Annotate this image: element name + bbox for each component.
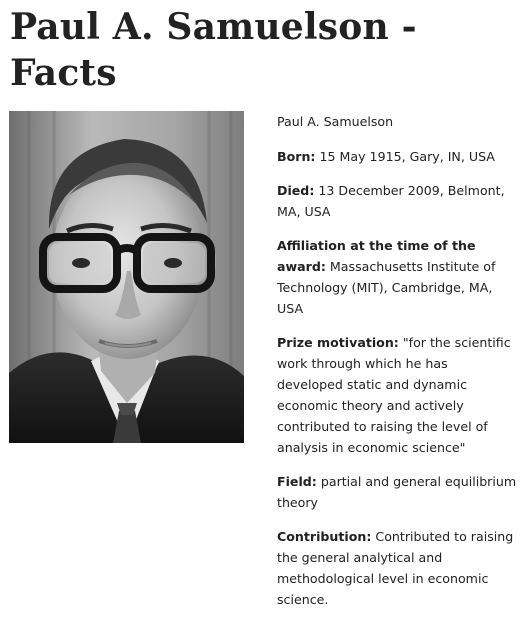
born-label: Born: (277, 149, 316, 164)
died-value: 13 December 2009, Belmont, MA, USA (277, 183, 505, 219)
field-value: partial and general equilibrium theory (277, 474, 517, 510)
field-fact (277, 471, 517, 513)
motivation-value: "for the scientific work through which he has developed static and dynamic economic theory and actively contributed to raising the level of analysis in economic science" (277, 335, 511, 455)
contribution-fact (277, 526, 517, 610)
born-fact (277, 146, 517, 167)
born-value: 15 May 1915, Gary, IN, USA (319, 149, 495, 164)
laureate-name: Paul A. Samuelson (277, 114, 394, 129)
affiliation-fact (277, 235, 517, 319)
affiliation-label: Affiliation at the time of the award: (277, 238, 476, 274)
contribution-value: Contributed to raising the general analytical and methodological level in economic science. (277, 529, 514, 607)
died-label: Died: (277, 183, 315, 198)
died-fact (277, 180, 517, 222)
affiliation-value: Massachusetts Institute of Technology (MIT), Cambridge, MA, USA (277, 259, 496, 316)
portrait-photo (9, 111, 244, 443)
facts-list (277, 111, 517, 623)
portrait-illustration (9, 111, 244, 443)
motivation-fact (277, 332, 517, 458)
motivation-label: Prize motivation: (277, 335, 399, 350)
field-label: Field: (277, 474, 317, 489)
contribution-label: Contribution: (277, 529, 372, 544)
page-title: Paul A. Samuelson - Facts (10, 6, 417, 94)
